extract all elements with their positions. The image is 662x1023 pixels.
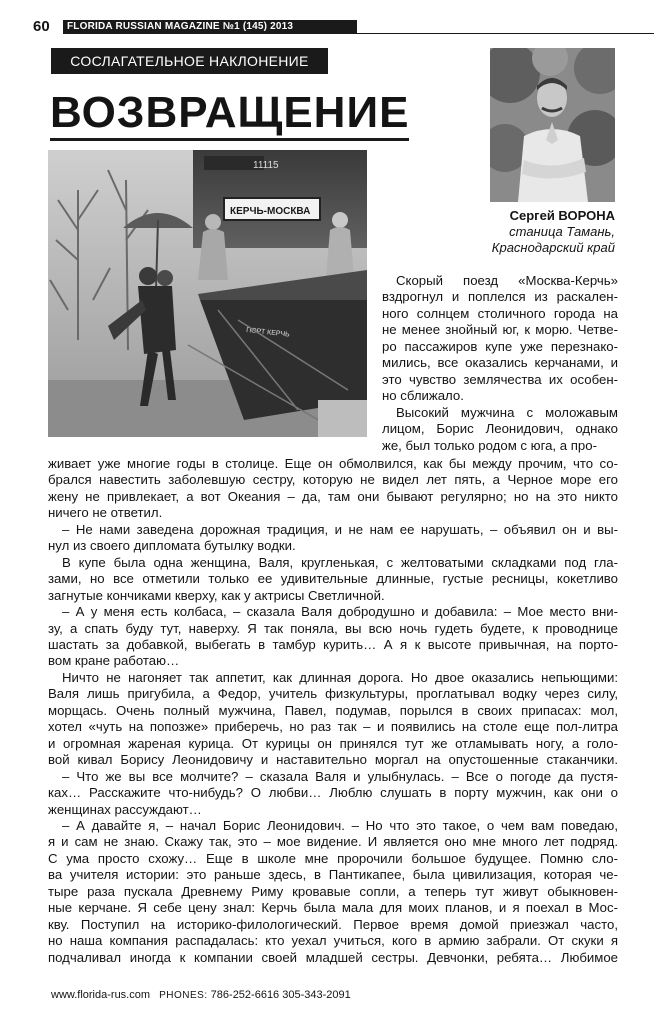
- text-line: не менее знойный юг, к морю. Четве-: [382, 322, 618, 338]
- text-line: мились, все оказались керчанами, и: [382, 355, 618, 371]
- text-line: вом кране работаю…: [48, 653, 180, 669]
- text-line: зами, но все отметили только ее удивительные длинные, густые ресницы, кокетливо: [48, 571, 618, 587]
- text-line: вой кивал Борису Леонидовичу и наставительно моргал на опустошенные стаканчики.: [48, 752, 618, 768]
- train-sign-text: КЕРЧЬ-МОСКВА: [230, 206, 311, 217]
- article-body-narrow: [382, 273, 618, 454]
- author-name: Сергей ВОРОНА: [509, 208, 615, 223]
- footer-phones: 786-252-6616 305-343-2091: [210, 989, 351, 1001]
- text-line: тыре раза пускала Древнему Риму кровавые сопли, а теперь тут живут обыкновен-: [48, 883, 618, 899]
- text-line: но сближало.: [382, 388, 464, 404]
- text-line: же, был только родом с юга, а про-: [382, 437, 597, 453]
- article-title: ВОЗВРАЩЕНИЕ: [50, 88, 409, 141]
- text-line: жену не привлекает, а вот Океания – да, там они бывают регулярно; но на это никто: [48, 488, 618, 504]
- text-line: ках… Расскажите что-нибудь? О любви… Люблю слушать в порту мужчин, как они о: [48, 785, 618, 801]
- header-rule: [357, 33, 654, 34]
- text-line: это чувство землячества их особен-: [382, 371, 618, 387]
- text-line: ро пассажиров купе уже перезнако-: [382, 338, 618, 354]
- train-number: 11115: [253, 160, 279, 171]
- text-line: лицом, Борис Леонидович, однако: [382, 421, 618, 437]
- text-line: ного солнцем столичного города на: [382, 305, 618, 321]
- ship-name: ПОРТ КЕРЧЬ: [245, 327, 291, 339]
- text-line: – А у меня есть колбаса, – сказала Валя добродушно и добавила: – Мое место вни-: [62, 604, 618, 620]
- text-line: ва учителя истории: это раньше здесь, в Пантикапее, была цивилизация, которая че-: [48, 867, 618, 883]
- text-line: но наша компания распадалась: кто уехал учиться, кого в армию забрали. От скуки я: [48, 933, 618, 949]
- text-line: подчаливал иногда к компании своей младшей сестры. Девчонки, ребята… Любимое: [48, 949, 618, 965]
- text-line: нул из своего дипломата бутылку водки.: [48, 538, 296, 554]
- text-line: загнутые кончиками кверху, как у актрисы Светличной.: [48, 587, 385, 603]
- text-line: живает уже многие годы в столице. Еще он обмолвился, как бы между прочим, что со-: [48, 456, 618, 471]
- text-line: вздрогнул и поплелся из раскален-: [382, 289, 618, 305]
- text-line: морщась. Очень полный мужчина, Павел, подумав, порылся в своих припасах: мол,: [48, 702, 618, 718]
- text-line: женщинах рассуждают…: [48, 801, 202, 817]
- text-line: ные керчане. Я себе цену знал: Керчь была мала для моих планов, и я поехал в Мос-: [48, 900, 618, 916]
- text-line: В купе была одна женщина, Валя, кругленькая, с желтоватыми складками под гла-: [62, 554, 618, 570]
- text-line: Скорый поезд «Москва-Керчь»: [396, 273, 618, 288]
- text-line: шастать за добавкой, выбегать в тамбур курить… А я к высоте привычная, на порто-: [48, 636, 618, 652]
- article-illustration: [48, 150, 367, 437]
- author-photo: [490, 48, 615, 202]
- text-line: Ничто не нагоняет так аппетит, как длинная дорога. Но двое оказались непьющими:: [62, 669, 618, 685]
- magazine-title: FLORIDA RUSSIAN MAGAZINE №1 (145) 2013: [63, 20, 357, 34]
- text-line: С ума просто схожу… Еще в школе мне пророчили большое будущее. Помню сло-: [48, 850, 618, 866]
- author-info: [492, 208, 615, 256]
- author-place-line2: Краснодарский край: [491, 240, 615, 255]
- text-line: – Что же вы все молчите? – сказала Валя и улыбнулась. – Все о погоде да пустя-: [62, 768, 618, 784]
- text-line: – А давайте я, – начал Борис Леонидович. – Но что это такое, о чем вам поведаю,: [62, 817, 618, 833]
- text-line: хотел «чуть на попозже» приберечь, но раз так – и появились на столе еще пол-литра: [48, 719, 618, 735]
- footer-website[interactable]: www.florida-rus.com: [51, 989, 151, 1001]
- text-line: – Не нами заведена дорожная традиция, и не нам ее нарушать, – объявил он и вы-: [62, 521, 618, 537]
- author-place-line1: станица Тамань,: [509, 224, 615, 239]
- footer-phones-label: PHONES:: [159, 990, 208, 1001]
- text-line: кву. Поступил на историко-филологический. Первое время домой приезжал часто,: [48, 916, 618, 932]
- text-line: и огромная жареная курица. От курицы он принялся тут же отламывать ногу, а голо-: [48, 735, 618, 751]
- page-number: 60: [33, 18, 50, 35]
- article-body-wide: [48, 456, 618, 966]
- text-line: зу, а спать буду тут, наверху. Я так поняла, вы всю ночь гудеть будете, к проводнице: [48, 620, 618, 636]
- text-line: я и сам не знаю. Скажу так, это – мое видение. И является оно мне много лет подряд.: [48, 834, 618, 850]
- text-line: Высокий мужчина с моложавым: [396, 404, 618, 420]
- page-header: [33, 20, 621, 36]
- text-line: брался навестить заболевшую сестру, которую не видел лет пять, а Черное море его: [48, 472, 618, 488]
- text-line: Валя лишь пригубила, а Федор, учитель физкультуры, проглатывал водку через силу,: [48, 686, 618, 702]
- rubric-label: СОСЛАГАТЕЛЬНОЕ НАКЛОНЕНИЕ: [51, 48, 328, 74]
- page-footer: [51, 989, 351, 1001]
- text-line: ничего не ответил.: [48, 505, 163, 521]
